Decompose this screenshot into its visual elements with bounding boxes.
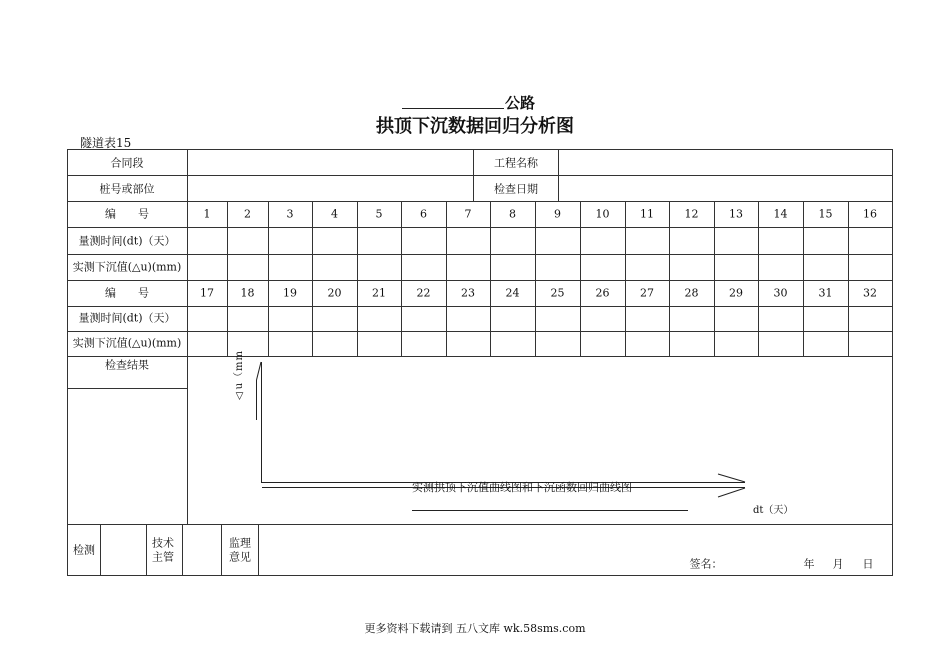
block1-number-label: 编 号: [105, 207, 149, 221]
inspection-result-label: 检查结果: [105, 358, 149, 372]
x-axis-label: dt（天）: [753, 505, 794, 516]
year-label: 年: [803, 557, 815, 571]
block2-number-cell: 17: [200, 286, 214, 300]
block2-number-cell: 22: [416, 286, 431, 300]
block2-number-cell: 19: [283, 286, 297, 300]
block1-number-cell: 4: [331, 207, 338, 221]
supervisor-label-2: 意见: [229, 550, 251, 564]
block1-number-cell: 13: [729, 207, 743, 221]
block1-time-label: 量测时间(dt)（天）: [78, 234, 176, 248]
project-name-label: 工程名称: [494, 156, 538, 170]
block2-number-cell: 32: [863, 286, 877, 300]
block1-number-cell: 15: [818, 207, 833, 221]
block1-number-cell: 8: [509, 207, 516, 221]
block1-number-cell: 5: [375, 207, 383, 221]
title-road-suffix: 公路: [505, 94, 536, 112]
block2-number-cell: 31: [818, 286, 833, 300]
block2-number-cell: 18: [240, 286, 255, 300]
block2-settle-label: 实测下沉值(△u)(mm): [72, 336, 182, 350]
block1-settle-label: 实测下沉值(△u)(mm): [72, 260, 182, 274]
block2-time-label: 量测时间(dt)（天）: [78, 311, 176, 325]
block1-number-cell: 14: [773, 207, 788, 221]
block2-number-cell: 26: [595, 286, 610, 300]
y-axis-label: △u（mm: [234, 350, 245, 402]
inspection-date-label: 检查日期: [494, 182, 538, 196]
block1-number-cell: 11: [640, 207, 654, 221]
inspect-label: 检测: [73, 543, 95, 557]
block1-number-cell: 9: [554, 207, 561, 221]
block2-number-cell: 25: [550, 286, 565, 300]
block2-number-cell: 28: [684, 286, 699, 300]
block2-number-cell: 20: [327, 286, 342, 300]
page-title: 拱顶下沉数据回归分析图: [376, 116, 574, 137]
tech-label-2: 主管: [152, 550, 174, 564]
block2-number-cell: 30: [773, 286, 788, 300]
block2-number-cell: 29: [729, 286, 743, 300]
x-axis-arrow-head-1: [718, 474, 745, 482]
y-axis-arrow-head: [257, 362, 262, 380]
block2-number-cell: 27: [640, 286, 654, 300]
block1-number-cell: 1: [203, 207, 211, 221]
block2-number-label: 编 号: [105, 286, 149, 300]
block2-number-cell: 24: [505, 286, 520, 300]
block2-number-cell: 21: [372, 286, 386, 300]
block1-number-cell: 2: [244, 207, 251, 221]
signature-label: 签名：: [689, 557, 723, 571]
block2-number-cell: 23: [461, 286, 475, 300]
station-label: 桩号或部位: [99, 182, 155, 196]
month-label: 月: [832, 557, 844, 571]
block1-number-cell: 7: [464, 207, 472, 221]
tech-label-1: 技术: [152, 536, 174, 550]
chart-caption: 实测拱顶下沉值曲线图和下沉函数回归曲线图: [412, 481, 632, 494]
block1-number-cell: 10: [595, 207, 610, 221]
footer-text: 更多资料下载请到 五八文库 wk.58sms.com: [364, 622, 586, 635]
block1-number-cell: 16: [863, 207, 877, 221]
block1-number-cell: 12: [684, 207, 699, 221]
x-axis-arrow-head-2: [718, 488, 745, 497]
supervisor-label-1: 监理: [229, 536, 251, 550]
block1-number-cell: 6: [420, 207, 427, 221]
table-number: 隧道表15: [80, 136, 132, 150]
day-label: 日: [862, 557, 874, 571]
contract-label: 合同段: [110, 156, 144, 170]
block1-number-cell: 3: [286, 207, 294, 221]
